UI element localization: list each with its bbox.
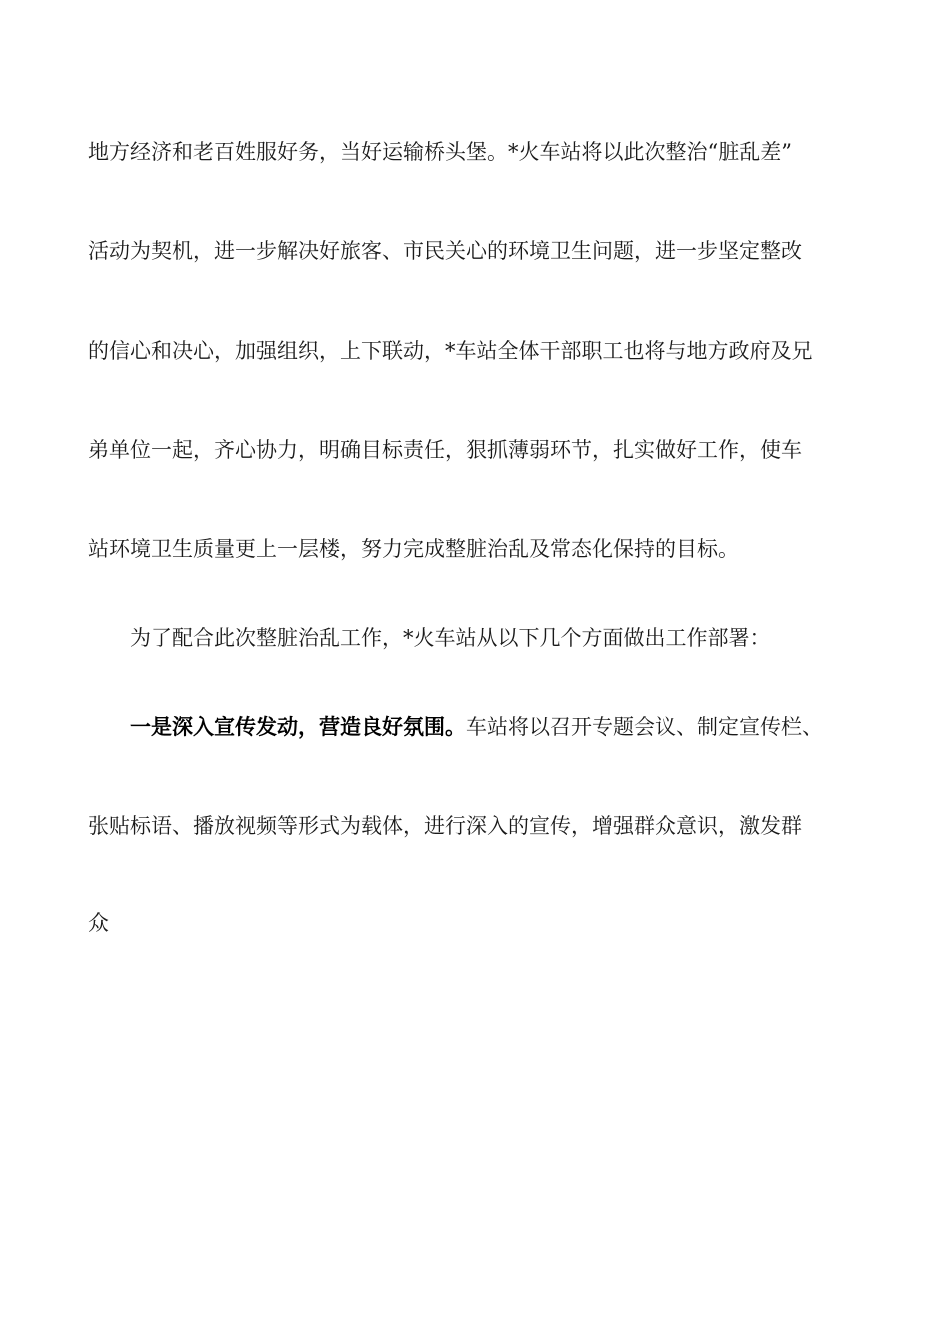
text-line-3: 的信心和决心，加强组织，上下联动，*车站全体干部职工也将与地方政府及兄 (88, 339, 813, 363)
text-line-5: 站环境卫生质量更上一层楼，努力完成整脏治乱及常态化保持的目标。 (88, 537, 739, 561)
paragraph-first-measure (130, 713, 823, 741)
text-line-measure-3: 众 (88, 911, 109, 935)
text-line-1: 地方经济和老百姓服好务，当好运输桥头堡。*火车站将以此次整治“脏乱差” (88, 140, 792, 164)
text-line-2: 活动为契机，进一步解决好旅客、市民关心的环境卫生问题，进一步坚定整改 (88, 239, 802, 263)
paragraph-intro: 为了配合此次整脏治乱工作，*火车站从以下几个方面做出工作部署： (130, 626, 771, 650)
text-line-4: 弟单位一起，齐心协力，明确目标责任，狠抓薄弱环节，扎实做好工作，使车 (88, 438, 802, 462)
text-line-measure-2: 张贴标语、播放视频等形式为载体，进行深入的宣传，增强群众意识，激发群 (88, 814, 802, 838)
measure-text: 车站将以召开专题会议、制定宣传栏、 (466, 715, 823, 739)
measure-heading: 一是深入宣传发动，营造良好氛围。 (130, 715, 466, 739)
